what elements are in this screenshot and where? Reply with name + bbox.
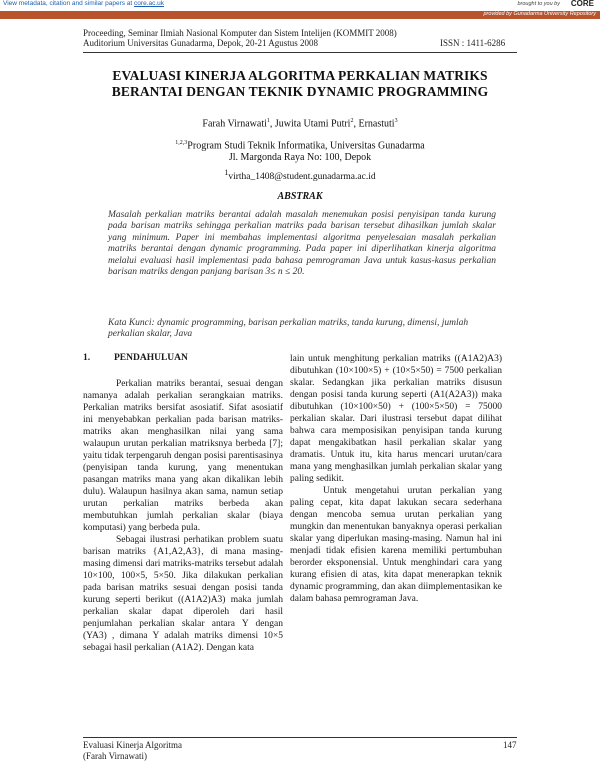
abstract-heading: ABSTRAK [277, 191, 323, 202]
section-heading: 1. PENDAHULUAN [83, 353, 188, 363]
provided-by-bar [0, 11, 600, 19]
paragraph: lain untuk menghitung perkalian matriks ((A1A2)A3) dibutuhkan (10×100×5) + (10×5×50) = 7500 perkalian skalar. Sedangkan jika perkalian matriks disusun dengan posisi tanda kurung seperti (A1(A2A3)) maka dibutuhkan (10×100×50) + (100×5×50) = 75000 perkalian skalar. Dari ilustrasi tersebut dapat dilihat bahwa cara memposisikan penyisipan tanda kurung dapat mengakibatkan hasil perkalian skalar yang dramatis. Untuk itu, kita harus mencari urutan/cara mana yang menghasilkan jumlah perkalian skalar yang paling sedikit. [290, 354, 502, 484]
metadata-link[interactable]: View metadata, citation and similar papers at core.ac.uk [3, 0, 165, 7]
footer-rule [83, 737, 517, 738]
right-column [290, 353, 502, 605]
core-site-link[interactable]: core.ac.uk [134, 0, 165, 7]
core-logo[interactable]: CORE [570, 0, 594, 8]
footer-author: (Farah Virnawati) [83, 751, 148, 761]
author-email: $^1$virtha_1408@student.gunadarma.ac.id [224, 168, 376, 183]
venue-header: Auditorium Universitas Gunadarma, Depok, 20-21 Agustus 2008 [83, 38, 318, 48]
proceeding-header: Proceeding, Seminar Ilmiah Nasional Komputer dan Sistem Intelijen (KOMMIT 2008) [83, 28, 397, 38]
core-banner [0, 0, 600, 9]
footer-title: Evaluasi Kinerja Algoritma [83, 740, 182, 750]
page-number: 147 [503, 740, 517, 750]
keywords: Kata Kunci: dynamic programming, barisan perkalian matriks, tanda kurung, dimensi, jumlah perkalian skalar, Java [108, 318, 469, 340]
provided-by-text[interactable]: provided by Gunadarma University Repository [483, 11, 596, 17]
author-list: Farah Virnawati$^1$, Juwita Utami Putri$^2$, Ernastuti$^3$ [202, 118, 398, 130]
paper-title: EVALUASI KINERJA ALGORITMA PERKALIAN MATRIKS BERANTAI DENGAN TEKNIK DYNAMIC PROGRAMMING [111, 68, 489, 99]
abstract-text: Masalah perkalian matriks berantai adalah masalah menemukan posisi penyisipan tanda kurung pada barisan matriks sehingga perkalian matriks pada barisan tersebut dihasilkan jumlah skalar yang minimum. Paper ini membahas implementasi algoritma penyelesaian masalah perkalian matriks berantai dengan dynamic programming. Pada paper ini diperlihatkan kinerja algoritma melalui evaluasi hasil implementasi pada bahasa pemrograman Java untuk kasus-kasus perkalian barisan matriks dengan panjang barisan 3≤ n ≤ 20. [108, 210, 496, 278]
affiliation: $^{1,2,3}$Program Studi Teknik Informatika, Universitas Gunadarma Jl. Margonda Raya No: 100, Depok [175, 140, 425, 164]
issn: ISSN : 1411-6286 [440, 38, 506, 48]
paragraph: Sebagai ilustrasi perhatikan problem suatu barisan matriks {A1,A2,A3}, di mana masing-masing dimensi dari matriks-matriks tersebut adalah 10×100, 100×5, 5×50. Jika dilakukan perkalian pada barisan matriks sesuai dengan posisi tanda kurung seperti berikut ((A1A2)A3) maka jumlah perkalian skalar dapat diperoleh dari hasil penjumlahan perkalian skalar antara Y dengan (YA3) , dimana Y adalah matriks dimensi 10×5 sebagai hasil perkalian (A1A2). Dengan kata [83, 535, 283, 653]
paragraph: Untuk mengetahui urutan perkalian yang paling cepat, kita dapat lakukan secara sederhana dengan mencoba semua urutan perkalian yang mungkin dan menentukan banyaknya operasi perkalian skalar yang diperlukan masing-masing. Namun hal ini menjadi tidak efisien karena memiliki pertumbuhan berorder eksponensial. Untuk menghindari cara yang kurang efisien di atas, kita dapat menerapkan teknik dynamic programming, dan akan diimplementasikan ke dalam bahasa pemrograman Java. [290, 486, 502, 604]
paragraph: Perkalian matriks berantai, sesuai dengan namanya adalah perkalian serangkaian matriks. Perkalian matriks bersifat asosiatif. Sifat asosiatif ini menyebabkan perkalian pada barisan matriks-matriks akan menghasilkan nilai yang sama walaupun urutan perkalian matriksnya berbeda [7]; yaitu tidak terpengaruh dengan posisi parentisasinya (penyisipan tanda kurung, yang menentukan pasangan matriks mana yang akan dikalikan lebih dulu). Walaupun hasilnya akan sama, namun setiap urutan perkalian matriks berbeda akan membutuhkan jumlah perkalian skalar (biaya komputasi) yang berbeda pula. [83, 379, 283, 533]
brought-by-text: brought to you by [517, 1, 560, 7]
left-column [83, 352, 283, 654]
header-rule [83, 52, 517, 53]
